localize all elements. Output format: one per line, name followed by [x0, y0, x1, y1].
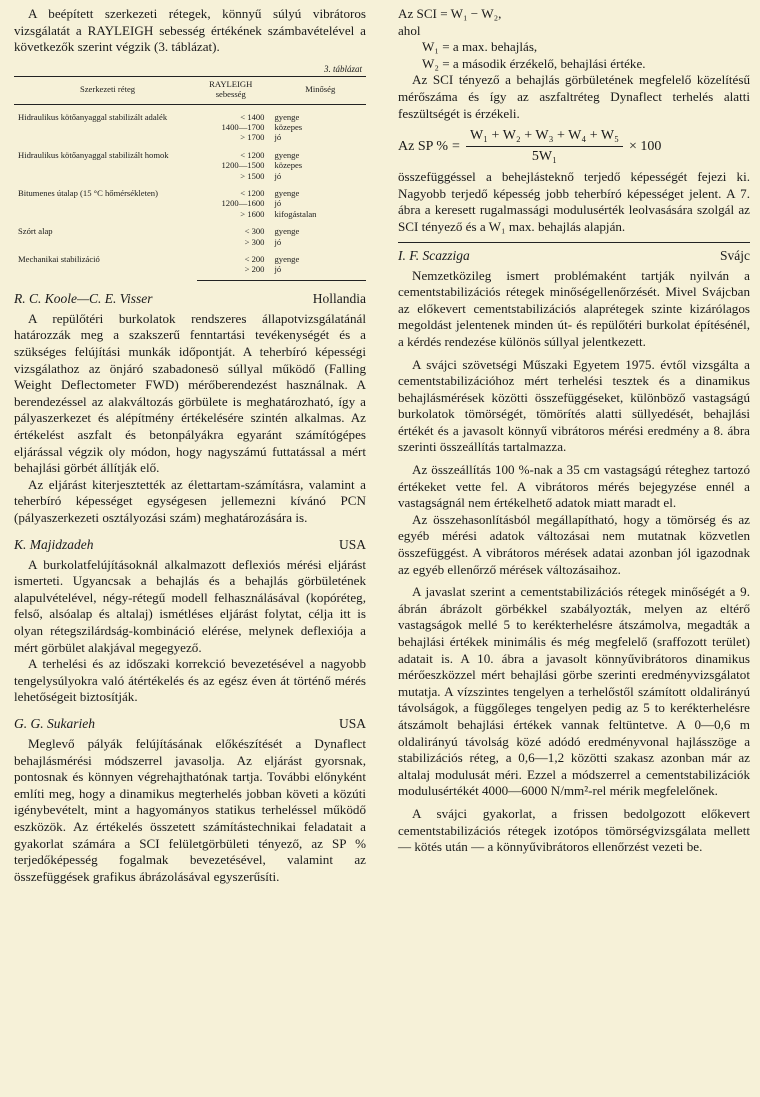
author: R. C. Koole—C. E. Visser — [14, 290, 153, 306]
right-column — [398, 6, 750, 856]
section-header-koole — [14, 290, 366, 307]
table-cell-quality: közepes — [274, 160, 303, 171]
table-cell-layer: Mechanikai stabilizáció — [18, 254, 100, 265]
left-column — [14, 6, 366, 885]
paragraph: Meglevő pályák felújításának előkészítését a Dynaflect behajlásmérési módszerrel javasolja. Az eljárást gyorsnak, pontosnak és könnyen végrehajthatónak tartja. További előnyként említi meg, hogy a dinamikus megterhelés jobban követi a közúti igénybevételt, mint a hagyományos statikus terheléssel működő eszközök. Az értékelés összetett számítástechnikai feladatait a gyakorlat számára a SCI felületgörbületi tényező, az SP % terjedőképesség fogalmak bevezetésével, valamint az összefüggések grafikus ábrázolásával egyszerűsíti. — [14, 735, 366, 884]
paragraph: A javaslat szerint a cementstabilizációs rétegek minőségét a 9. ábrán ábrázolt görbékkel szabályozták, melyen az eltérő vastagságok mellé 5 to kerékterhelésre átszámolva, megadták a behajlási értékek minimális és még megfelelő (sraffozott terület) adatait is. A 10. ábra a javasolt könnyűvibrátoros dinamikus mérőeszközzel mért behajlási görbe szerinti eredményvizsgálatot mutatja. A vízszintes tengelyen a terhelőstől számított oldalirányú távolságok, a függőleges tengelyen pedig az 5 to kerékterhelésre átszámolt behajlási értékek vannak feltüntetve. A 0—0,6 m oldalirányú távolság közé adódó eredményvonal hajlásszöge a stabilizációs réteg, a 0,6—1,2 közötti szakasz azonban már az altalaj modulusát méri. Ezzel a módszerrel a cementstabilizációk modulusértékét 4000—6000 N/mm²-rel mérik megfelelőnek. — [398, 584, 750, 799]
table-row — [14, 143, 366, 160]
paragraph: Nemzetközileg ismert problémaként tartják nyilván a cementstabilizációs rétegek minőségellenőrzését. Mivel Svájcban az előkevert cementstabilizációs alaprétegek szinte kizárólagos megoldást jelentenek minden út- és repülőtéri burkolat építésénél, a kérdés rendezése különös súllyal jelentkezett. — [398, 267, 750, 349]
table-cell-speed: < 300 — [244, 226, 265, 237]
intro-paragraph: A beépített szerkezeti rétegek, könnyű súlyú vibrátoros vizsgálatát a RAYLEIGH sebesség értékének számbavételével a következők szerint végzik (3. táblázat). — [14, 6, 366, 55]
paragraph: A svájci gyakorlat, a frissen bedolgozott előkevert cementstabilizációs rétegek izotópos tömörségvizsgálata mellett — kötés után — a könnyűvibrátoros ellenőrzést vezeti be. — [398, 805, 750, 855]
paragraph: A repülőtéri burkolatok rendszeres állapotvizsgálatánál határozzák meg a szakszerű fenntartási tevékenységét és a szükséges felújítási munkák időpontját. A teherbíró képességi vizsgálathoz az önjáró szabadonesö súllyal működő (Falling Weight Deflectometer FWD) mérőberendezést használnak. A berendezéssel az alakváltozás görbülete is meghatározható, így a pályaszerkezet és alépítmény értékelésére szintén alkalmas. Az értékelést aszfalt és betonpályákra egyaránt számítógépes eljárással végzik oly módon, hogy nagyszámú futtatással a mért behajlási görbét állítják elő. — [14, 310, 366, 476]
paragraph: Az összehasonlításból megállapítható, hogy a tömörség és az egyéb mérési adatok változásai nem mutatnak közvetlen összefüggést. A vibrátoros mérések adatai azonban jól igazodnak az egyéb ellenőrző mérések változásaihoz. — [398, 511, 750, 577]
table-cell-quality: jó — [274, 264, 366, 280]
table-cell-quality: gyenge — [274, 149, 300, 160]
table-cell-speed: > 1700 — [240, 132, 265, 143]
table-cell-speed: 1400—1700 — [221, 122, 265, 132]
formula-times: × 100 — [629, 138, 662, 154]
country: Svájc — [720, 247, 750, 263]
formula-fraction — [466, 128, 623, 165]
equation-where: ahol — [398, 22, 421, 38]
table-cell-quality: közepes — [274, 122, 303, 132]
formula-equals: = — [452, 138, 460, 154]
divider — [398, 242, 750, 243]
table-row — [14, 104, 366, 122]
table-cell-quality: jó — [274, 170, 282, 181]
author: G. G. Sukarieh — [14, 715, 95, 731]
paragraph: A terhelési és az időszaki korrekció bevezetésével a nagyobb tengelysúlyokra való átértékelés és az egész éven át történő mérés lehetőségeit biztosítják. — [14, 656, 366, 705]
table-cell-layer: Hidraulikus kötőanyaggal stabilizált adalék — [18, 111, 168, 122]
author: I. F. Scazziga — [398, 247, 470, 263]
col-header-layer: Szerkezeti réteg — [14, 76, 197, 104]
country: USA — [338, 715, 366, 731]
table-cell-speed: 1200—1500 — [221, 160, 265, 171]
definition-w2: W₂ = a második érzékelő, behajlási értéke. — [422, 55, 646, 71]
section-header-sukarieh — [14, 715, 366, 732]
paragraph: A burkolatfelújításoknál alkalmazott deflexiós mérési eljárást ismerteti. Ugyancsak a behajlás és a behajlás görbületének alapulvételével, négy-rétegű modell felhasználásával (kopóréteg, felső, alsóalap és altalaj) ismétléses eljárást folytat, célja itt is olyan rétegszilárdság-kombináció elérése, melynek deflexiója a mért görbület alakjával megegyező. — [14, 556, 366, 655]
section-header-scazziga — [398, 247, 750, 264]
table-cell-quality: gyenge — [274, 226, 300, 237]
table-cell-speed: < 1200 — [240, 149, 265, 160]
country: Hollandia — [312, 290, 366, 306]
author: K. Majidzadeh — [14, 536, 94, 552]
formula-denominator: 5W₁ — [531, 149, 558, 165]
table-cell-speed: > 200 — [197, 264, 274, 280]
col-header-quality: Minőség — [274, 76, 366, 104]
table-cell-speed: < 1400 — [240, 111, 265, 122]
table-cell-speed: > 1500 — [240, 170, 265, 181]
sci-equation — [398, 6, 750, 72]
paragraph: összefüggéssel a behejlásteknő terjedő képességét fejezi ki. Nagyobb terjedő képesség jobb teherbíró képességet jelent. A 7. ábra a keresett rugalmassági modulusérték leolvasására szolgál az SCI tényező és a W₁ max. behajlás alapján. — [398, 169, 750, 234]
table-cell-quality: kifogástalan — [274, 208, 317, 219]
table-cell-layer: Szórt alap — [18, 226, 53, 237]
table-cell-speed: < 200 — [244, 254, 265, 265]
paragraph: Az eljárást kiterjesztették az élettartam-számításra, valamint a teherbíró képességet egységesen jellemezni kívánó PCN (pályaszerkezeti osztályozási szám) meghatározására is. — [14, 476, 366, 525]
country: USA — [338, 536, 366, 552]
table-cell-quality: jó — [274, 132, 282, 143]
table-cell-quality: jó — [274, 236, 282, 247]
table-row — [14, 247, 366, 264]
table-cell-quality: gyenge — [274, 188, 300, 199]
col-header-speed: RAYLEIGH sebesség — [197, 76, 274, 104]
rayleigh-table — [14, 76, 366, 281]
section-header-majidzadeh — [14, 536, 366, 553]
table-cell-layer: Hidraulikus kötőanyaggal stabilizált homok — [18, 149, 169, 160]
formula-numerator: W₁ + W₂ + W₃ + W₄ + W₅ — [466, 128, 623, 147]
table-row — [14, 219, 366, 236]
table-cell-layer: Bitumenes útalap (15 °C hőmérsékleten) — [18, 188, 158, 199]
formula-lhs: Az SP % — [398, 138, 449, 154]
table-cell-quality: gyenge — [274, 254, 300, 265]
table-cell-speed: > 1600 — [240, 208, 265, 219]
paragraph: Az SCI tényező a behajlás görbületének megfelelő közelítésű mérőszáma és így az aszfaltréteg Dynaflect terhelés alatti feszültségét is érzékeli. — [398, 72, 750, 121]
paragraph: Az összeállítás 100 %-nak a 35 cm vastagságú réteghez tartozó értékeket vette fel. A vibrátoros mérés bejegyzése ennél a vastagságnál nem értékelhető adatok miatt maradt el. — [398, 462, 750, 511]
table-row — [14, 181, 366, 198]
table-cell-speed: < 1200 — [240, 188, 265, 199]
table-cell-speed: > 300 — [244, 236, 265, 247]
definition-w1: W₁ = a max. behajlás, — [422, 39, 538, 55]
table-cell-quality: gyenge — [274, 111, 300, 122]
table-caption: 3. táblázat — [323, 63, 362, 74]
table-cell-speed: 1200—1600 — [221, 198, 265, 209]
table-cell-quality: jó — [274, 198, 282, 209]
equation-line: Az SCI = W₁ − W₂, — [398, 6, 502, 21]
sp-formula — [398, 128, 750, 165]
paragraph: A svájci szövetségi Műszaki Egyetem 1975. évtől vizsgálta a cementstabilizációhoz mért terhelési tesztek és a dinamikus behajlásmérések közötti összefüggéseket, különböző vastagságú burkolatok tömörségét, tömörítés alatti süllyedését, behajlási értékét és a javasolt könnyű vibrátoros mérési eredmény a 8. ábra szerinti összeállítás tartalmazza. — [398, 356, 750, 455]
